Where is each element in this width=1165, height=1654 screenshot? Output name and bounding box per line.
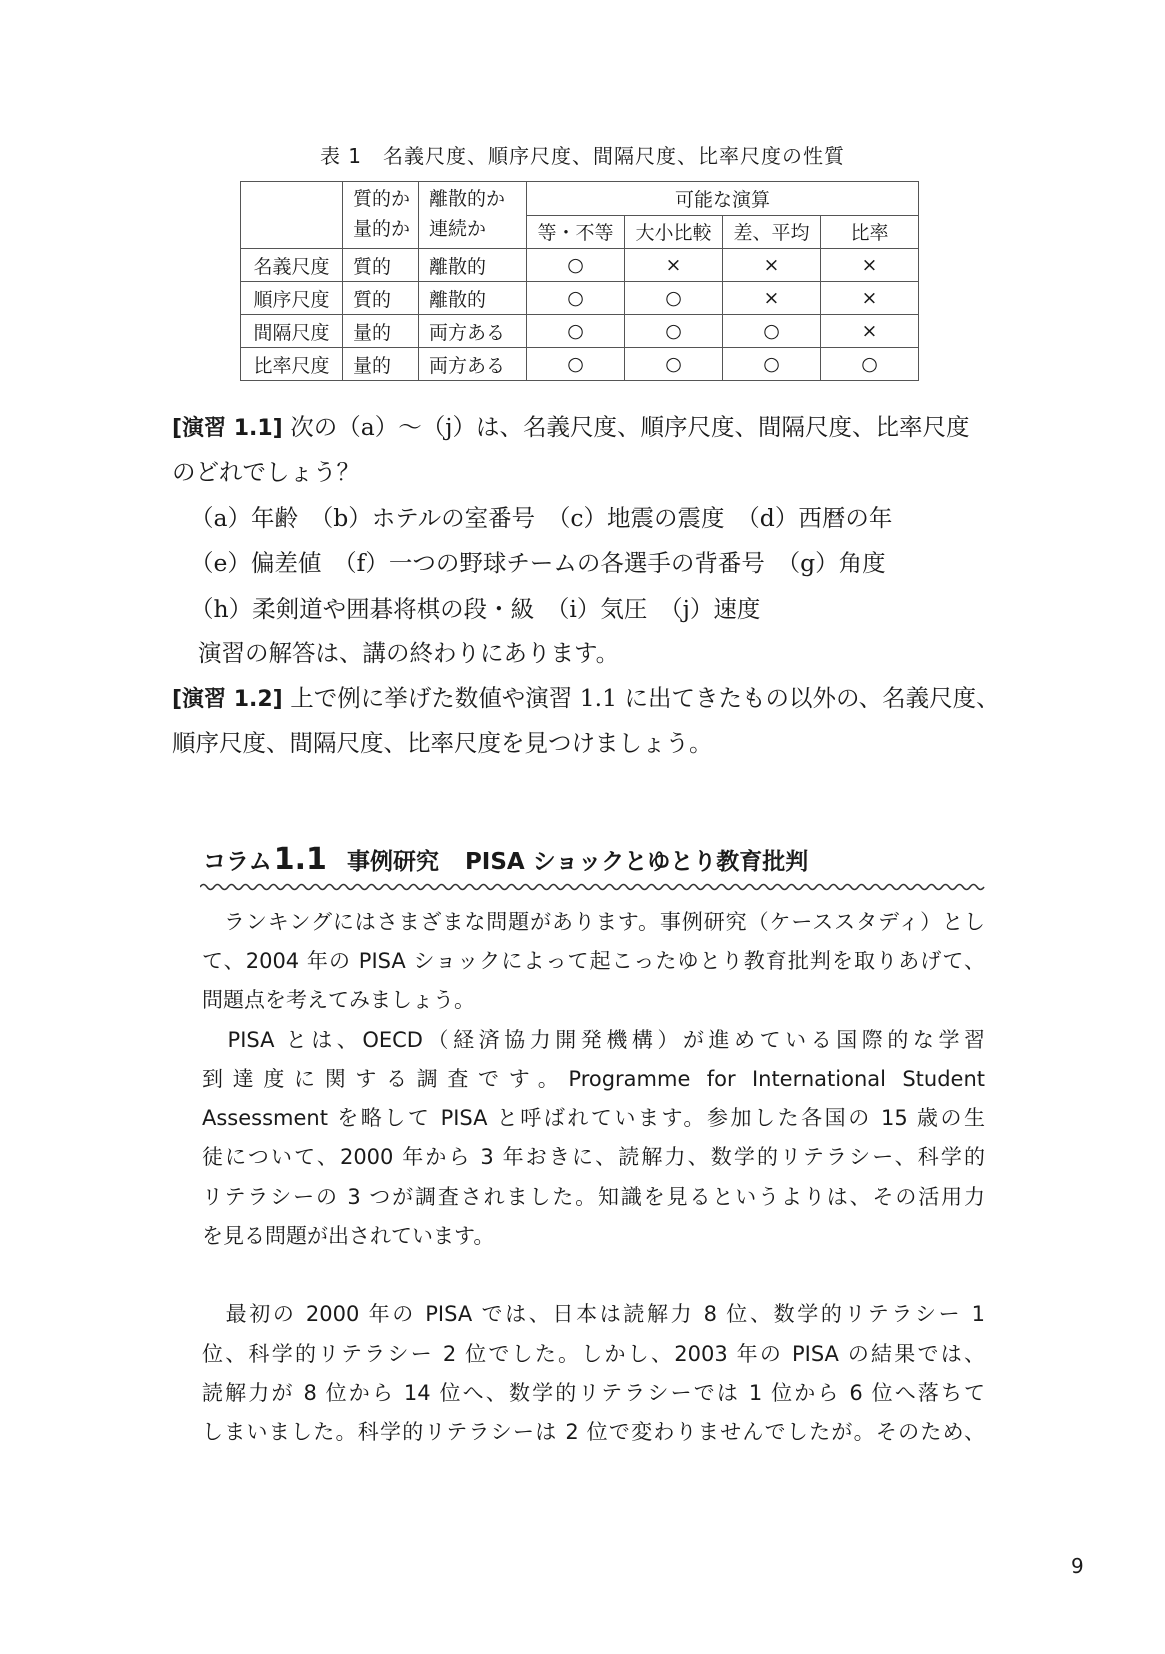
cell-discrete: 離散的 [419,282,527,315]
header-op-order: 大小比較 [625,215,723,249]
cell-op: × [821,315,919,348]
column-paragraph-line: PISA とは、OECD（経済協力開発機構）が進めている国際的な学習 [202,1028,985,1052]
header-op-difference: 差、平均 [723,215,821,249]
column-title: PISA ショックとゆとり教育批判 [464,849,809,875]
header-op-equality: 等・不等 [527,215,625,249]
cell-op: × [821,282,919,315]
header-qualitative [343,182,419,249]
table-row [241,249,919,282]
table-corner-cell [241,182,343,249]
column-paragraph-line: ランキングにはさまざまな問題があります。事例研究（ケーススタディ）とし [202,910,985,934]
column-paragraph-line: 位、科学的リテラシー 2 位でした。しかし、2003 年の PISA の結果では、 [202,1342,985,1366]
cell-op: ○ [625,348,723,381]
column-paragraph-line: 徒について、2000 年から 3 年おきに、読解力、数学的リテラシー、科学的 [202,1145,985,1169]
cell-op: × [821,249,919,282]
column-topic: 事例研究 [346,849,439,875]
cell-op: ○ [625,315,723,348]
header-discrete-line2: 連続か [429,218,487,240]
column-wavy-rule [200,880,990,894]
cell-discrete: 両方ある [419,348,527,381]
row-label: 順序尺度 [241,282,343,315]
exercise-1-1-items-h-j: （h）柔剣道や囲碁将棋の段・級 （i）気圧 （j）速度 [190,595,761,623]
cell-op: × [625,249,723,282]
column-paragraph-line: しまいました。科学的リテラシーは 2 位で変わりませんでしたが。そのため、 [202,1420,985,1444]
exercise-1-2-line1 [172,679,1000,713]
header-qualitative-line2: 量的か [353,218,411,240]
column-number: 1.1 [273,842,327,877]
row-label: 名義尺度 [241,249,343,282]
column-paragraph-line: 到達度に関する調査です。Programme for International Student [202,1067,985,1091]
column-paragraph-line: を見る問題が出されています。 [202,1224,495,1248]
scale-properties-table [240,181,919,381]
row-label: 間隔尺度 [241,315,343,348]
cell-op: ○ [723,315,821,348]
table-row [241,348,919,381]
cell-op: ○ [527,348,625,381]
cell-op: ○ [625,282,723,315]
exercise-1-2-text: 上で例に挙げた数値や演習 1.1 に出てきたもの以外の、名義尺度、 [290,684,1000,712]
cell-op: ○ [723,348,821,381]
cell-qualitative: 量的 [343,315,419,348]
cell-op: ○ [527,315,625,348]
exercise-1-2-line2: 順序尺度、間隔尺度、比率尺度を見つけましょう。 [172,729,713,757]
column-heading [203,842,808,877]
cell-op: ○ [527,282,625,315]
header-discrete-line1: 離散的か [429,188,506,210]
column-paragraph-line: リテラシーの 3 つが調査されました。知識を見るというよりは、その活用力 [202,1185,985,1209]
header-op-ratio: 比率 [821,215,919,249]
cell-op: × [723,249,821,282]
header-qualitative-line1: 質的か [353,188,411,210]
cell-op: ○ [821,348,919,381]
exercise-1-1-text: 次の（a）〜（j）は、名義尺度、順序尺度、間隔尺度、比率尺度 [290,413,970,441]
cell-discrete: 両方ある [419,315,527,348]
exercise-1-2-label: [演習 1.2] [172,687,283,712]
cell-qualitative: 質的 [343,249,419,282]
cell-op: × [723,282,821,315]
column-prefix: コラム [203,849,272,875]
exercise-1-1-items-a-d: （a）年齢 （b）ホテルの室番号 （c）地震の震度 （d）西暦の年 [190,504,893,532]
column-paragraph-line: Assessment を略して PISA と呼ばれています。参加した各国の 15 歳の生 [202,1106,985,1130]
cell-op: ○ [527,249,625,282]
cell-discrete: 離散的 [419,249,527,282]
column-paragraph-line: 最初の 2000 年の PISA では、日本は読解力 8 位、数学的リテラシー 1 [202,1302,985,1326]
page-number: 9 [1071,1554,1084,1578]
column-paragraph-line: て、2004 年の PISA ショックによって起こったゆとり教育批判を取りあげて、 [202,949,985,973]
exercise-1-1-label: [演習 1.1] [172,416,283,441]
exercise-1-1-line2: のどれでしょう？ [172,458,360,486]
header-operations-group: 可能な演算 [527,182,919,216]
header-discrete [419,182,527,249]
column-paragraph-line: 問題点を考えてみましょう。 [202,988,475,1012]
cell-qualitative: 量的 [343,348,419,381]
column-paragraph-line: 読解力が 8 位から 14 位へ、数学的リテラシーでは 1 位から 6 位へ落ちて [202,1381,985,1405]
row-label: 比率尺度 [241,348,343,381]
table-caption: 表 1 名義尺度、順序尺度、間隔尺度、比率尺度の性質 [319,144,846,168]
exercise-answer-note: 演習の解答は、講の終わりにあります。 [198,639,620,667]
table-row [241,282,919,315]
cell-qualitative: 質的 [343,282,419,315]
table-row [241,315,919,348]
exercise-1-1-items-e-g: （e）偏差値 （f）一つの野球チームの各選手の背番号 （g）角度 [190,549,886,577]
exercise-1-1-line1 [172,408,970,442]
